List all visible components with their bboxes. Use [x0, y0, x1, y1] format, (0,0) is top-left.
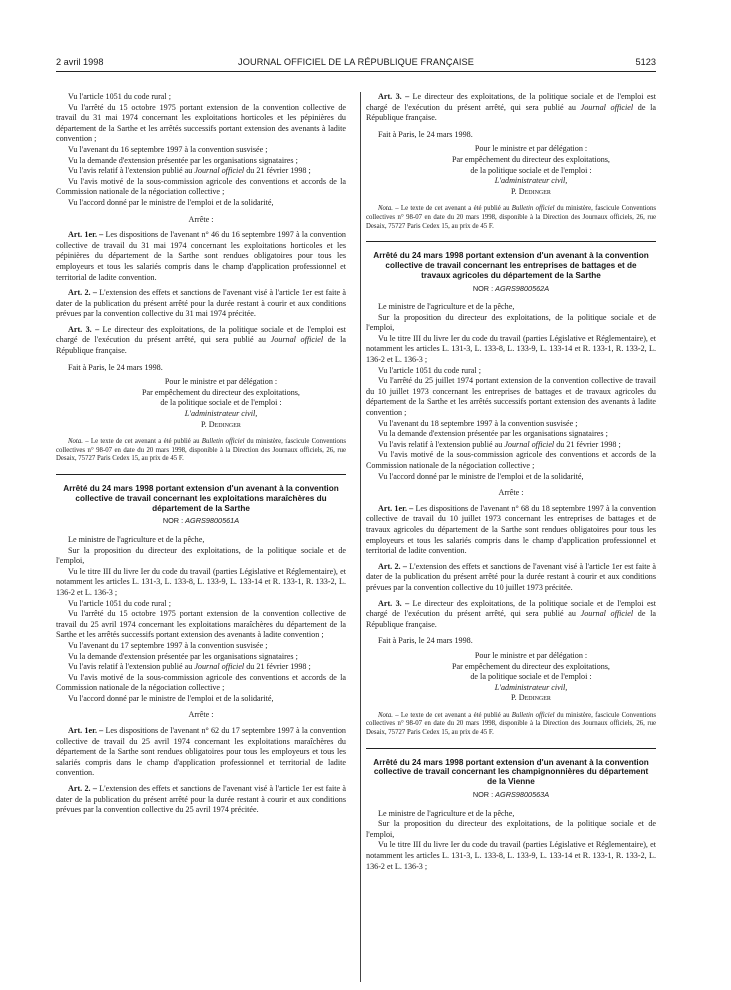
article-label: Art. 3. – [378, 598, 410, 608]
article-2: Art. 2. – L'extension des effets et sanctions de l'avenant visé à l'article 1er est faite à dater de la publication du présent arrêté pour la durée restant à courir et aux conditions prévues par la convention collective du 31 mai 1974 précitée. [56, 288, 346, 319]
signatory-name: P. Dedinger [511, 186, 551, 196]
arrete-heading: Arrête : [498, 488, 524, 498]
article-label: Art. 1er. – [68, 230, 104, 240]
visa-paragraph: Vu l'avenant du 16 septembre 1997 à la convention susvisée ; [68, 144, 268, 154]
article-label: Art. 1er. – [378, 503, 414, 513]
column-divider [360, 92, 361, 982]
visa-paragraph: Vu l'article 1051 du code rural ; [68, 92, 171, 101]
visa-paragraph: Vu le titre III du livre Ier du code du travail (parties Législative et Réglementaire), et notamment les articles L. 131-3, L. 133-8, L. 133-9, L. 133-14 et R. 133-1, R. 133-2, L. 136-2 et L. 136-3 ; [366, 840, 656, 871]
article-3: Art. 3. – Le directeur des exploitations, de la politique sociale et de l'emploi est chargé de l'exécution du présent arrêté, qui sera publié au Journal officiel de la République française. [366, 598, 656, 629]
signatory-name: P. Dedinger [201, 419, 241, 429]
preamble-paragraph: Le ministre de l'agriculture et de la pêche, [68, 534, 205, 544]
right-column [366, 92, 656, 872]
preamble-paragraph: Sur la proposition du directeur des exploitations, de la politique sociale et de l'emploi, [56, 545, 346, 566]
preamble-paragraph: Sur la proposition du directeur des exploitations, de la politique sociale et de l'emploi, [366, 819, 656, 839]
visa-avis-paragraph: Vu l'avis relatif à l'extension publié au Journal officiel du 21 février 1998 ; [68, 662, 311, 672]
date-place-line: Fait à Paris, le 24 mars 1998. [378, 636, 473, 646]
page-header [56, 57, 656, 71]
article-label: Art. 3. – [68, 324, 100, 334]
visa-paragraph: Vu la demande d'extension présentée par les organisations signataires ; [378, 429, 608, 439]
signature-line: Pour le ministre et par délégation : [164, 377, 278, 387]
left-column [56, 92, 346, 816]
article-1: Art. 1er. – Les dispositions de l'avenant n° 68 du 18 septembre 1997 à la convention collective de travail du 10 juillet 1973 concernant les entreprises de battages et de travaux agricoles du département de la Sarthe sont rendues obligatoires pour tous les employeurs et tous les salariés compris dans le champ d'application professionnel et territorial de ladite convention. [366, 503, 656, 556]
header-journal-title: JOURNAL OFFICIEL DE LA RÉPUBLIQUE FRANÇAISE [238, 57, 474, 67]
header-date: 2 avril 1998 [56, 57, 104, 67]
visa-paragraph: Vu l'article 1051 du code rural ; [378, 365, 481, 375]
section-separator [366, 748, 656, 749]
visa-paragraph: Vu l'arrêté du 25 juillet 1974 portant extension de la convention collective de travail du 10 juillet 1973 concernant les entreprises de battages et de travaux agricoles du département de la Sarthe et les arrêtés successifs portant extension des avenants à ladite convention ; [366, 376, 656, 418]
signature-line: Pour le ministre et par délégation : [474, 650, 588, 660]
nor-reference: NOR : AGRS9800562A [472, 283, 550, 293]
visa-avis-paragraph: Vu l'avis relatif à l'extension publié au Journal officiel du 21 février 1998 ; [378, 439, 621, 449]
article-2: Art. 2. – L'extension des effets et sanctions de l'avenant visé à l'article 1er est faite à dater de la publication du présent arrêté pour la durée restant à courir et aux conditions prévues par la convention collective du 25 avril 1974 précitée. [56, 784, 346, 815]
visa-paragraph: Vu l'avenant du 17 septembre 1997 à la convention susvisée ; [68, 640, 268, 650]
section-separator [366, 241, 656, 242]
visa-paragraph: Vu l'accord donné par le ministre de l'emploi et de la solidarité, [68, 693, 274, 703]
visa-paragraph: Vu la demande d'extension présentée par les organisations signataires ; [68, 651, 298, 661]
decree-title: Arrêté du 24 mars 1998 portant extension d'un avenant à la convention collective de travail concernant les entreprises de battages et de travaux agricoles du département de la Sarthe [373, 251, 649, 280]
article-label: Art. 2. – [68, 784, 97, 794]
signature-line: Par empêchement du directeur des exploitations, [452, 661, 610, 671]
arrete-heading: Arrête : [188, 710, 214, 720]
arrete-heading: Arrête : [188, 214, 214, 224]
article-3: Art. 3. – Le directeur des exploitations, de la politique sociale et de l'emploi est chargé de l'exécution du présent arrêté, qui sera publié au Journal officiel de la République française. [366, 92, 656, 123]
visa-avis-paragraph: Vu l'avis relatif à l'extension publié au Journal officiel du 21 février 1998 ; [68, 166, 311, 176]
signature-line: Par empêchement du directeur des exploitations, [452, 154, 610, 164]
visa-paragraph: Vu le titre III du livre Ier du code du travail (parties Législative et Réglementaire), et notamment les articles L. 131-3, L. 133-8, L. 133-9, L. 133-14 et R. 133-1, R. 133-2, L. 136-2 et L. 136-3 ; [56, 566, 346, 597]
visa-paragraph: Vu l'avis motivé de la sous-commission agricole des conventions et accords de la Commission nationale de la négociation collective ; [56, 672, 346, 693]
signature-line: Par empêchement du directeur des exploitations, [142, 387, 300, 397]
signatory-role: L'administrateur civil, [494, 176, 568, 186]
header-page-number: 5123 [635, 57, 656, 67]
visa-paragraph: Vu la demande d'extension présentée par les organisations signataires ; [68, 155, 298, 165]
article-2: Art. 2. – L'extension des effets et sanctions de l'avenant visé à l'article 1er est faite à dater de la publication du présent arrêté pour la durée restant à courir et aux conditions prévues par la convention collective du 10 juillet 1973 précitée. [366, 561, 656, 592]
preamble-paragraph: Le ministre de l'agriculture et de la pêche, [378, 302, 515, 312]
visa-paragraph: Vu l'avis motivé de la sous-commission agricole des conventions et accords de la Commission nationale de la négociation collective ; [366, 450, 656, 471]
signature-line: de la politique sociale et de l'emploi : [470, 672, 592, 682]
article-1: Art. 1er. – Les dispositions de l'avenant n° 46 du 16 septembre 1997 à la convention collective de travail du 31 mai 1974 concernant les exploitations horticoles et les pépinières du département de la Sarthe sont rendues obligatoires pour tous les employeurs et tous les salariés compris dans le champ d'application professionnel et territorial de ladite convention. [56, 230, 346, 282]
article-label: Art. 3. – [378, 92, 410, 101]
nota-note: Nota. – Le texte de cet avenant a été publié au Bulletin officiel du ministère, fascicule Conventions collectives n° 98-07 en date du 20 mars 1998, disponible à la Direction des Journaux officiels, 26, rue Desaix, 75727 Paris Cedex 15, au prix de 45 F. [366, 711, 656, 737]
visa-paragraph: Vu l'avis motivé de la sous-commission agricole des conventions et accords de la Commission nationale de la négociation collective ; [56, 176, 346, 197]
decree-title: Arrêté du 24 mars 1998 portant extension d'un avenant à la convention collective de travail concernant les exploitations maraîchères du département de la Sarthe [63, 484, 339, 513]
signatory-name: P. Dedinger [511, 693, 551, 703]
visa-paragraph: Vu l'article 1051 du code rural ; [68, 598, 171, 608]
signature-line: Pour le ministre et par délégation : [474, 144, 588, 154]
preamble-paragraph: Le ministre de l'agriculture et de la pêche, [378, 808, 515, 818]
signatory-role: L'administrateur civil, [184, 409, 258, 419]
nor-reference: NOR : AGRS9800561A [162, 516, 240, 526]
signature-line: de la politique sociale et de l'emploi : [160, 398, 282, 408]
visa-paragraph: Vu l'accord donné par le ministre de l'emploi et de la solidarité, [68, 197, 274, 207]
signatory-role: L'administrateur civil, [494, 682, 568, 692]
journal-officiel-ref: Journal officiel [194, 166, 245, 176]
nota-note: Nota. – Le texte de cet avenant a été publié au Bulletin officiel du ministère, fascicule Conventions collectives n° 98-07 en date du 20 mars 1998, disponible à la Direction des Journaux officiels, 26, rue Desaix, 75727 Paris Cedex 15, au prix de 45 F. [56, 438, 346, 463]
nota-note: Nota. – Le texte de cet avenant a été publié au Bulletin officiel du ministère, fascicule Conventions collectives n° 98-07 en date du 20 mars 1998, disponible à la Direction des Journaux officiels, 26, rue Desaix, 75727 Paris Cedex 15, au prix de 45 F. [366, 205, 656, 230]
date-place-line: Fait à Paris, le 24 mars 1998. [378, 129, 473, 139]
section-separator [56, 474, 346, 475]
visa-paragraph: Vu le titre III du livre Ier du code du travail (parties Législative et Réglementaire), et notamment les articles L. 131-3, L. 133-8, L. 133-9, L. 133-14 et R. 133-1, R. 133-2, L. 136-2 et L. 136-3 ; [366, 333, 656, 365]
article-label: Art. 2. – [378, 561, 407, 571]
visa-paragraph: Vu l'avenant du 18 septembre 1997 à la convention susvisée ; [378, 418, 578, 428]
article-1: Art. 1er. – Les dispositions de l'avenant n° 62 du 17 septembre 1997 à la convention collective de travail du 25 avril 1974 concernant les exploitations maraîchères du département de la Sarthe sont rendues obligatoires pour tous les employeurs et tous les salariés compris dans le champ d'application professionnel et territorial de ladite convention. [56, 726, 346, 778]
article-label: Art. 1er. – [68, 726, 104, 736]
signature-line: de la politique sociale et de l'emploi : [470, 165, 592, 175]
article-label: Art. 2. – [68, 288, 97, 298]
visa-paragraph: Vu l'arrêté du 15 octobre 1975 portant extension de la convention collective de travail du 25 avril 1974 concernant les exploitations maraîchères du département de la Sarthe et les arrêtés successifs portant extension des avenants à ladite convention ; [56, 609, 346, 640]
visa-paragraph: Vu l'arrêté du 15 octobre 1975 portant extension de la convention collective de travail du 31 mai 1974 concernant les exploitations horticoles et les pépinières du département de la Sarthe et les arrêtés successifs portant extension des avenants à ladite convention ; [56, 102, 346, 144]
date-place-line: Fait à Paris, le 24 mars 1998. [68, 362, 163, 372]
visa-paragraph: Vu l'accord donné par le ministre de l'emploi et de la solidarité, [378, 471, 584, 481]
article-3: Art. 3. – Le directeur des exploitations, de la politique sociale et de l'emploi est chargé de l'exécution du présent arrêté, qui sera publié au Journal officiel de la République française. [56, 324, 346, 356]
header-rule [56, 71, 656, 72]
decree-title: Arrêté du 24 mars 1998 portant extension d'un avenant à la convention collective de travail concernant les champignonnières du département de la Vienne [373, 757, 649, 787]
preamble-paragraph: Sur la proposition du directeur des exploitations, de la politique sociale et de l'emploi, [366, 312, 656, 333]
nor-reference: NOR : AGRS9800563A [472, 790, 550, 800]
